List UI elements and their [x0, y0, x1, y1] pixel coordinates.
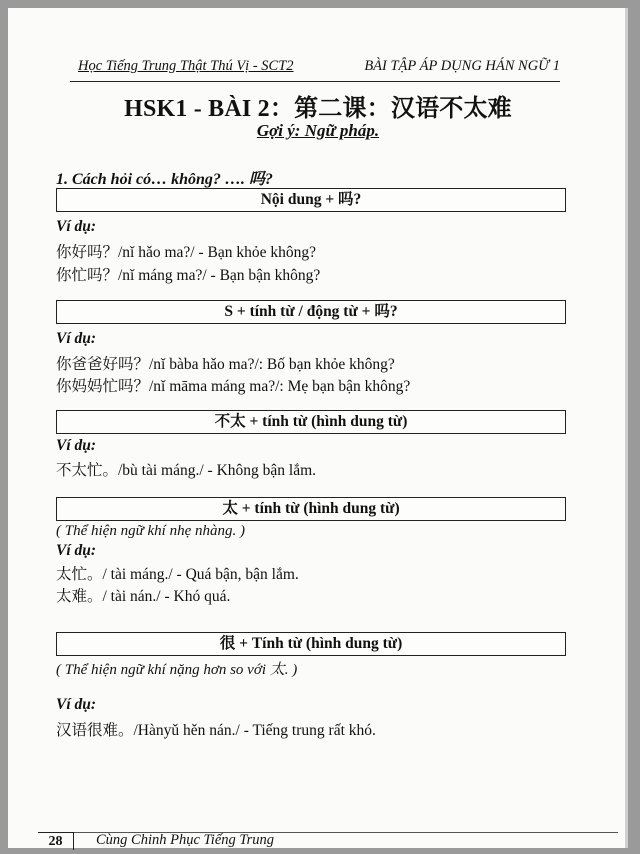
- usage-note-5: ( Thể hiện ngữ khí nặng hơn so với 太. ): [56, 662, 298, 678]
- example-label-1: Ví dụ:: [56, 218, 97, 235]
- example-line: 你爸爸好吗？/nǐ bàba hǎo ma?/: Bố bạn khỏe không?: [56, 356, 395, 373]
- example-label-5: Ví dụ:: [56, 696, 97, 713]
- formula-box-1: Nội dung + 吗?: [56, 188, 566, 212]
- example-label-2: Ví dụ:: [56, 330, 97, 347]
- example-line: 你好吗？/nǐ hǎo ma?/ - Bạn khỏe không?: [56, 244, 317, 261]
- lesson-title: HSK1 - BÀI 2：第二课：汉语不太难: [124, 96, 512, 122]
- header-left-text: Học Tiếng Trung Thật Thú Vị - SCT2: [78, 58, 294, 74]
- page-number: 28: [38, 832, 74, 850]
- header-rule: [70, 81, 560, 82]
- section-heading: 1. Cách hỏi có… không? …. 吗?: [56, 171, 273, 188]
- page-footer: [38, 832, 618, 850]
- formula-box-2: S + tính từ / động từ + 吗?: [56, 300, 566, 324]
- example-label-3: Ví dụ:: [56, 437, 97, 454]
- formula-box-4: 太 + tính từ (hình dung từ): [56, 497, 566, 521]
- example-line: 你妈妈忙吗？/nǐ māma máng ma?/: Mẹ bạn bận không?: [56, 378, 411, 395]
- example-line: 汉语很难。/Hànyǔ hěn nán./ - Tiếng trung rất khó.: [56, 722, 376, 739]
- example-line: 太难。/ tài nán./ - Khó quá.: [56, 588, 231, 605]
- example-line: 你忙吗？/nǐ máng ma?/ - Bạn bận không?: [56, 267, 321, 284]
- example-label-4: Ví dụ:: [56, 542, 97, 559]
- example-line: 太忙。/ tài máng./ - Quá bận, bận lắm.: [56, 566, 299, 583]
- document-page: [8, 8, 628, 848]
- usage-note-4: ( Thể hiện ngữ khí nhẹ nhàng. ): [56, 523, 245, 539]
- footer-tagline: Cùng Chinh Phục Tiếng Trung: [96, 832, 275, 848]
- running-header: [70, 56, 560, 82]
- formula-box-3: 不太 + tính từ (hình dung từ): [56, 410, 566, 434]
- header-right-text: BÀI TẬP ÁP DỤNG HÁN NGỮ 1: [364, 58, 560, 74]
- lesson-subtitle: Gợi ý: Ngữ pháp.: [256, 121, 380, 140]
- example-line: 不太忙。/bù tài máng./ - Không bận lắm.: [56, 462, 317, 479]
- formula-box-5: 很 + Tính từ (hình dung từ): [56, 632, 566, 656]
